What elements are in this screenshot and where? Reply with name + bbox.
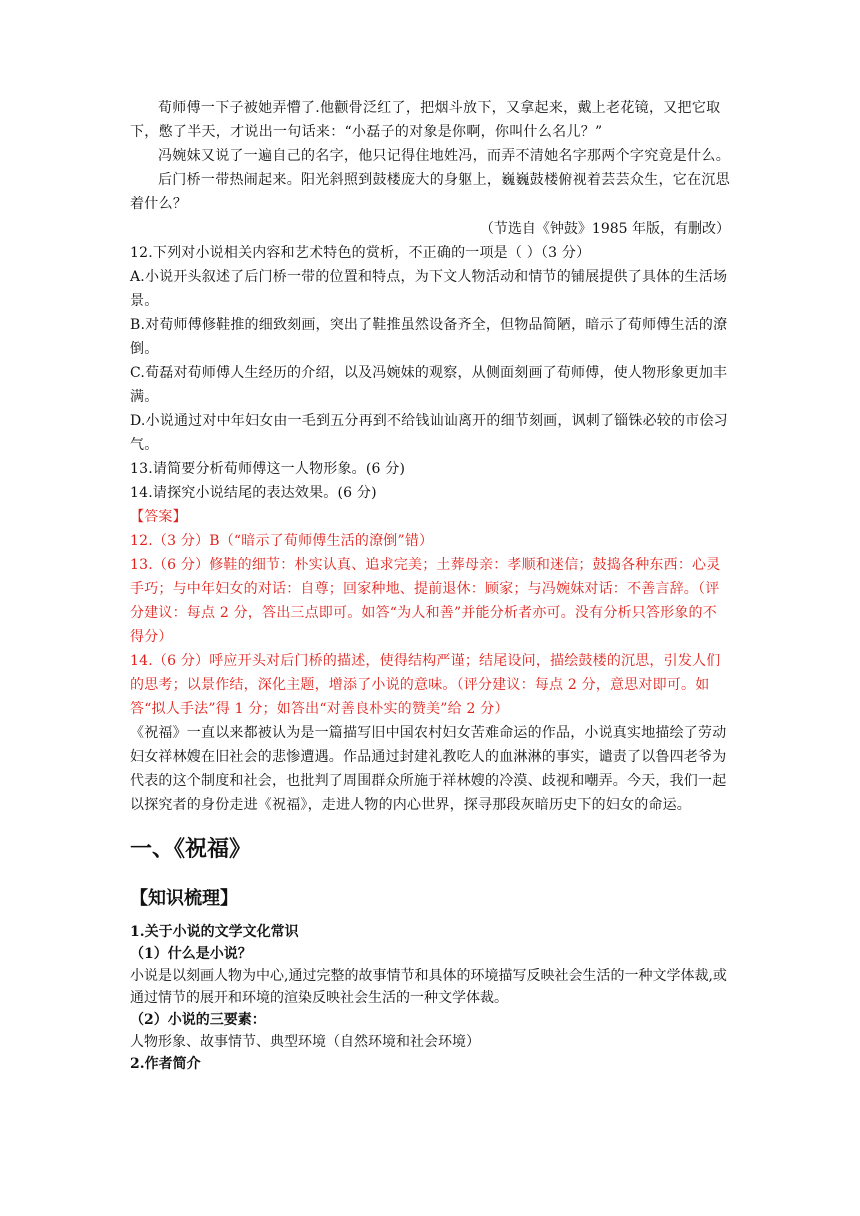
answer-label: 【答案】 — [130, 509, 187, 525]
knowledge-item-1-2-text: 人物形象、故事情节、典型环境（自然环境和社会环境） — [130, 1034, 480, 1050]
answer-12: 12.（3 分）B（“暗示了荀师傅生活的潦倒”错） — [130, 533, 434, 549]
question-12-option-a: A.小说开头叙述了后门桥一带的位置和特点，为下文人物活动和情节的铺展提供了具体的生活场景。 — [130, 269, 728, 309]
passage-paragraph-3: 后门桥一带热闹起来。阳光斜照到鼓楼庞大的身躯上，巍巍鼓楼俯视着芸芸众生，它在沉思着什么？ — [130, 172, 730, 212]
question-12-option-d: D.小说通过对中年妇女由一毛到五分再到不给钱讪讪离开的细节刻画，讽刺了锱铢必较的市侩习气。 — [130, 413, 728, 453]
question-12-option-c: C.荀磊对荀师傅人生经历的介绍，以及冯婉妹的观察，从侧面刻画了荀师傅，使人物形象更加丰满。 — [130, 365, 728, 405]
knowledge-item-1-1-text: 小说是以刻画人物为中心,通过完整的故事情节和具体的环境描写反映社会生活的一种文学体裁,或通过情节的展开和环境的渲染反映社会生活的一种文学体裁。 — [130, 968, 727, 1006]
knowledge-item-1-1: （1）什么是小说？ — [130, 946, 252, 962]
knowledge-heading: 【知识梳理】 — [130, 888, 238, 909]
passage-paragraph-2: 冯婉妹又说了一遍自己的名字，他只记得住地姓冯，而弄不清她名字那两个字究竟是什么。 — [158, 148, 730, 164]
answer-14: 14.（6 分）呼应开头对后门桥的描述，使得结构严谨；结尾设问，描绘鼓楼的沉思，引发人们的思考；以景作结，深化主题，增添了小说的意味。（评分建议：每点 2 分，意思对即可。如答“拟人手法”得 1 分；如答出“对善良朴实的赞美”给 2 分） — [130, 653, 721, 717]
knowledge-item-2: 2.作者简介 — [130, 1056, 201, 1072]
section-heading: 一、《祝福》 — [130, 836, 252, 862]
question-12-option-b: B.对荀师傅修鞋推的细致刻画，突出了鞋推虽然设备齐全，但物品简陋，暗示了荀师傅生活的潦倒。 — [130, 317, 728, 357]
question-13: 13.请简要分析荀师傅这一人物形象。(6 分) — [130, 461, 406, 477]
passage-paragraph-1: 荀师傅一下子被她弄懵了.他颧骨泛红了，把烟斗放下，又拿起来，戴上老花镜，又把它取下，憋了半天，才说出一句话来：“小磊子的对象是你啊，你叫什么名儿？” — [130, 100, 721, 140]
document-content — [130, 96, 730, 1075]
answer-13: 13.（6 分）修鞋的细节：朴实认真、追求完美；土葬母亲：孝顺和迷信；鼓捣各种东西：心灵手巧；与中年妇女的对话：自尊；回家种地、提前退休：顾家；与冯婉妹对话：不善言辞。（评分建议：每点 2 分，答出三点即可。如答“为人和善”并能分析者亦可。没有分析只答形象的不得分） — [130, 557, 721, 645]
question-14: 14.请探究小说结尾的表达效果。(6 分) — [130, 485, 377, 501]
intro-paragraph: 《祝福》一直以来都被认为是一篇描写旧中国农村妇女苦难命运的作品，小说真实地描绘了劳动妇女祥林嫂在旧社会的悲惨遭遇。作品通过封建礼教吃人的血淋淋的事实，谴责了以鲁四老爷为代表的这个制度和社会，也批判了周围群众所施于祥林嫂的冷漠、歧视和嘲弄。今天，我们一起以探究者的身份走进《祝福》，走进人物的内心世界，探寻那段灰暗历史下的妇女的命运。 — [130, 725, 727, 813]
knowledge-item-1: 1.关于小说的文学文化常识 — [130, 924, 299, 940]
knowledge-item-1-2: （2）小说的三要素： — [130, 1012, 266, 1028]
passage-source: （节选自《钟鼓》1985 年版，有删改） — [479, 221, 730, 237]
question-12: 12.下列对小说相关内容和艺术特色的赏析，不正确的一项是（ ）（3 分） — [130, 245, 591, 261]
